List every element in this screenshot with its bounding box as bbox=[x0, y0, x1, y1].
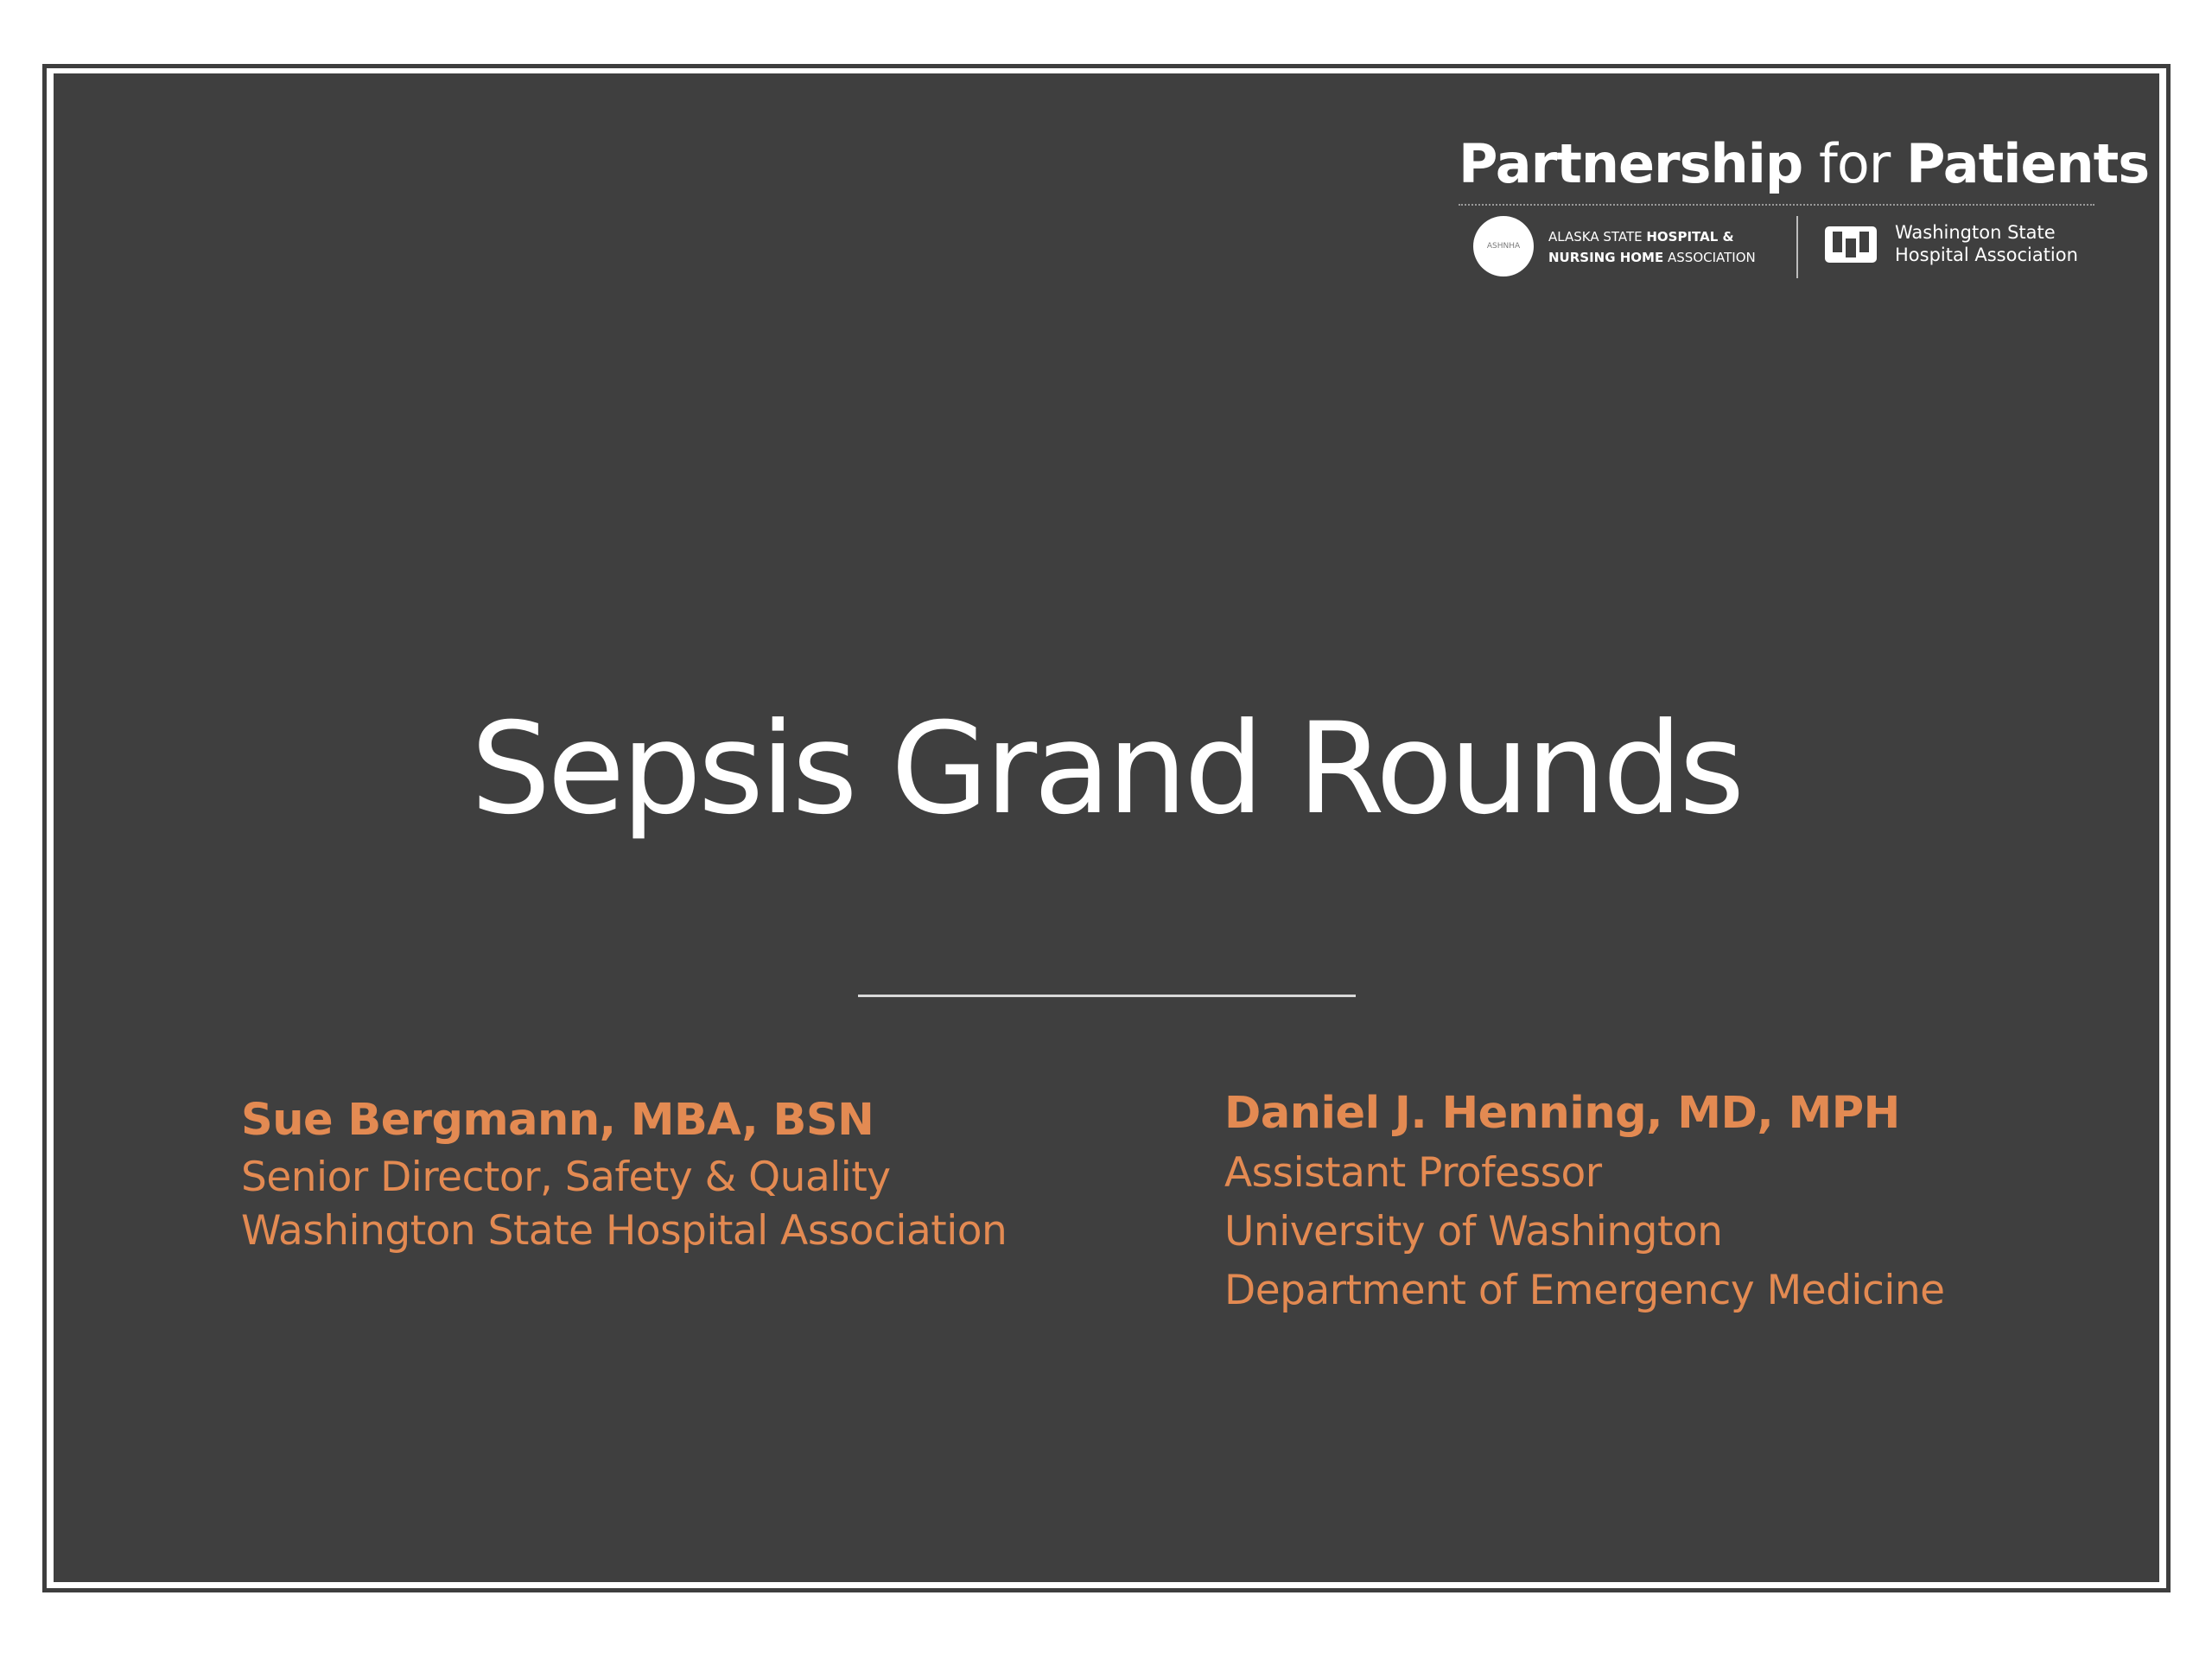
presenter-2-department: Department of Emergency Medicine bbox=[1224, 1267, 1945, 1314]
wsha-line2: Hospital Association bbox=[1895, 245, 2078, 265]
ashnha-line2-b: ASSOCIATION bbox=[1663, 250, 1756, 265]
logo-title-patients: Patients bbox=[1905, 132, 2150, 195]
ashnha-circle-label: ASHNHA bbox=[1486, 242, 1521, 251]
presenter-1-organization: Washington State Hospital Association bbox=[241, 1207, 1007, 1255]
logo-divider-rule bbox=[1459, 204, 2094, 206]
logo-title bbox=[1459, 130, 2149, 199]
ashnha-line1-b: HOSPITAL & bbox=[1646, 229, 1734, 245]
logo-title-for: for bbox=[1802, 132, 1906, 195]
presenter-1 bbox=[241, 1090, 1007, 1258]
ashnha-logo-icon bbox=[1473, 216, 1534, 276]
logo-vertical-divider bbox=[1796, 216, 1798, 278]
logo-title-partnership: Partnership bbox=[1459, 132, 1803, 195]
presenter-2-organization: University of Washington bbox=[1224, 1208, 1723, 1255]
slide-title: Sepsis Grand Rounds bbox=[470, 696, 1742, 842]
presenter-1-name: Sue Bergmann, MBA, BSN bbox=[241, 1095, 874, 1146]
wsha-line1: Washington State bbox=[1895, 222, 2056, 243]
presenter-2-title: Assistant Professor bbox=[1224, 1149, 1602, 1197]
presenter-1-title: Senior Director, Safety & Quality bbox=[241, 1154, 891, 1201]
wsha-name bbox=[1895, 221, 2078, 266]
wsha-logo-icon bbox=[1825, 226, 1877, 263]
presenter-2-name: Daniel J. Henning, MD, MPH bbox=[1224, 1088, 1900, 1139]
ashnha-name bbox=[1548, 226, 1756, 268]
partnership-logo bbox=[1459, 130, 2150, 285]
ashnha-line2-a: NURSING HOME bbox=[1548, 250, 1664, 265]
title-underline bbox=[858, 995, 1356, 997]
presenter-2 bbox=[1224, 1084, 1945, 1320]
ashnha-line1-a: ALASKA STATE bbox=[1548, 229, 1647, 245]
